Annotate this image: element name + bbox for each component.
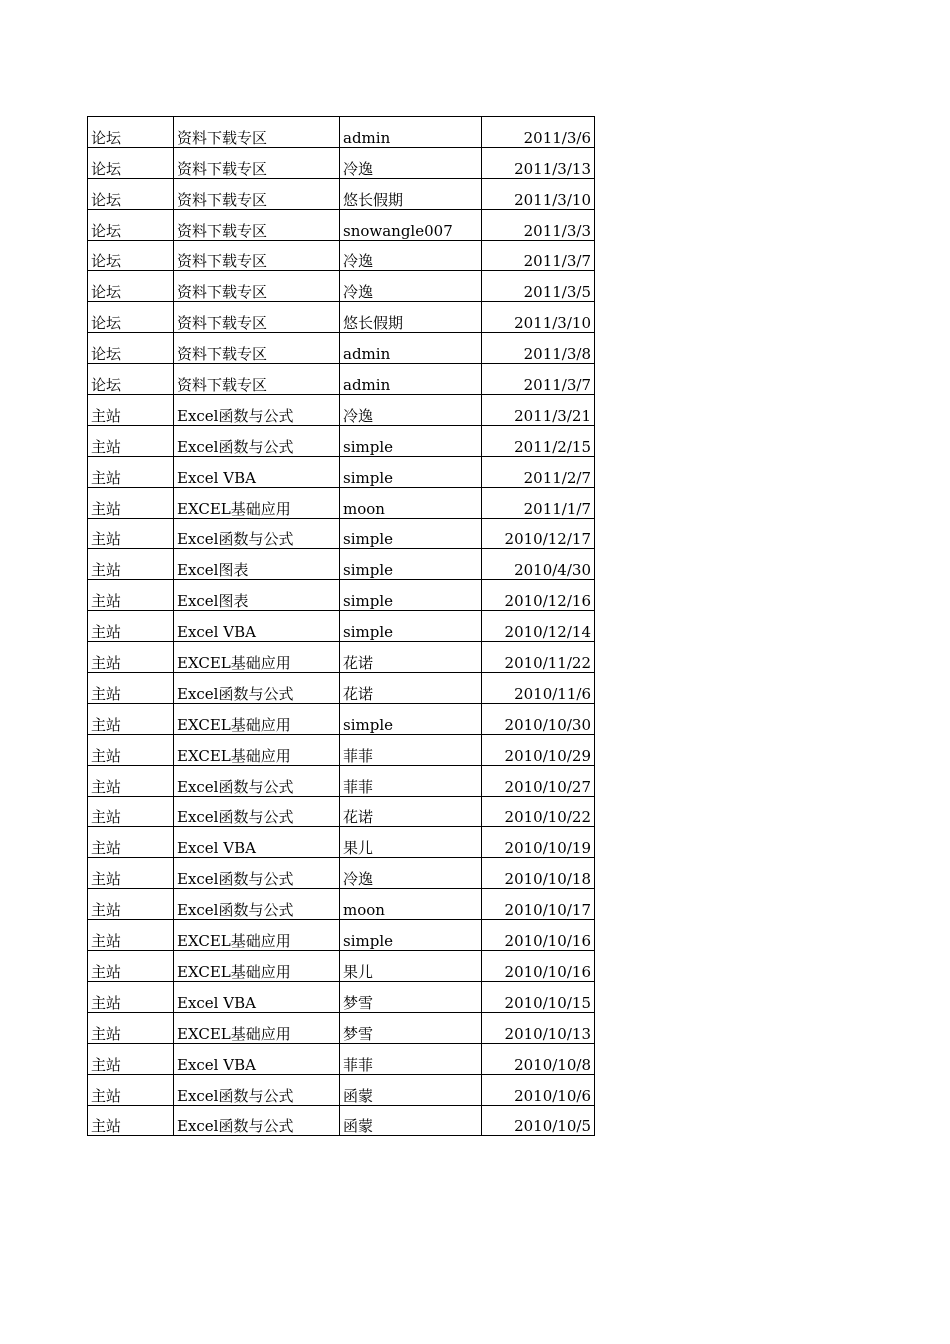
section-cell-text: 资料下载专区 bbox=[177, 345, 268, 364]
section-cell[interactable] bbox=[174, 395, 340, 426]
date-cell-text: 2010/10/19 bbox=[504, 839, 591, 858]
user-cell-text: simple bbox=[343, 437, 393, 456]
date-cell[interactable] bbox=[482, 425, 595, 456]
user-cell[interactable] bbox=[340, 827, 482, 858]
site-cell[interactable] bbox=[88, 796, 174, 827]
table-row bbox=[88, 858, 595, 889]
user-cell-text: 冷逸 bbox=[343, 406, 374, 425]
user-cell[interactable] bbox=[340, 117, 482, 148]
site-cell[interactable] bbox=[88, 703, 174, 734]
user-cell[interactable] bbox=[340, 981, 482, 1012]
table-row bbox=[88, 611, 595, 642]
site-cell[interactable] bbox=[88, 178, 174, 209]
section-cell-text: Excel函数与公式 bbox=[177, 901, 294, 920]
date-cell[interactable] bbox=[482, 240, 595, 271]
date-cell-text: 2010/10/17 bbox=[504, 901, 591, 920]
section-cell-text: 资料下载专区 bbox=[177, 314, 268, 333]
section-cell-text: 资料下载专区 bbox=[177, 159, 268, 178]
section-cell-text: 资料下载专区 bbox=[177, 252, 268, 271]
site-cell[interactable] bbox=[88, 302, 174, 333]
section-cell-text: EXCEL基础应用 bbox=[177, 746, 291, 765]
section-cell-text: Excel函数与公式 bbox=[177, 777, 294, 796]
site-cell[interactable] bbox=[88, 642, 174, 673]
table-row bbox=[88, 580, 595, 611]
section-cell-text: Excel函数与公式 bbox=[177, 684, 294, 703]
site-cell[interactable] bbox=[88, 765, 174, 796]
date-cell[interactable] bbox=[482, 117, 595, 148]
section-cell[interactable] bbox=[174, 673, 340, 704]
section-cell-text: Excel VBA bbox=[177, 993, 256, 1012]
user-cell-text: 菲菲 bbox=[343, 746, 374, 765]
user-cell[interactable] bbox=[340, 642, 482, 673]
table-row bbox=[88, 920, 595, 951]
site-cell[interactable] bbox=[88, 425, 174, 456]
date-cell[interactable] bbox=[482, 951, 595, 982]
user-cell[interactable] bbox=[340, 487, 482, 518]
site-cell[interactable] bbox=[88, 1043, 174, 1074]
section-cell-text: Excel VBA bbox=[177, 623, 256, 642]
date-cell[interactable] bbox=[482, 178, 595, 209]
user-cell[interactable] bbox=[340, 765, 482, 796]
site-cell-text: 主站 bbox=[91, 808, 122, 827]
site-cell-text: 主站 bbox=[91, 1024, 122, 1043]
date-cell-text: 2010/10/16 bbox=[504, 962, 591, 981]
user-cell[interactable] bbox=[340, 518, 482, 549]
user-cell-text: 函蒙 bbox=[343, 1086, 374, 1105]
user-cell[interactable] bbox=[340, 858, 482, 889]
date-cell[interactable] bbox=[482, 642, 595, 673]
table-row bbox=[88, 642, 595, 673]
section-cell-text: Excel图表 bbox=[177, 561, 249, 580]
date-cell[interactable] bbox=[482, 1043, 595, 1074]
user-cell-text: 果儿 bbox=[343, 962, 374, 981]
section-cell[interactable] bbox=[174, 487, 340, 518]
date-cell-text: 2010/10/29 bbox=[504, 746, 591, 765]
site-cell[interactable] bbox=[88, 117, 174, 148]
site-cell[interactable] bbox=[88, 858, 174, 889]
site-cell[interactable] bbox=[88, 395, 174, 426]
table-row bbox=[88, 827, 595, 858]
table-row bbox=[88, 302, 595, 333]
site-cell-text: 主站 bbox=[91, 592, 122, 611]
table-row bbox=[88, 364, 595, 395]
user-cell-text: 冷逸 bbox=[343, 283, 374, 302]
site-cell-text: 主站 bbox=[91, 406, 122, 425]
user-cell[interactable] bbox=[340, 302, 482, 333]
site-cell-text: 主站 bbox=[91, 468, 122, 487]
user-cell-text: 梦雪 bbox=[343, 1024, 374, 1043]
section-cell-text: Excel函数与公式 bbox=[177, 437, 294, 456]
site-cell-text: 主站 bbox=[91, 1117, 122, 1136]
table-row bbox=[88, 487, 595, 518]
site-cell[interactable] bbox=[88, 487, 174, 518]
date-cell[interactable] bbox=[482, 456, 595, 487]
site-cell-text: 主站 bbox=[91, 1086, 122, 1105]
table-row bbox=[88, 117, 595, 148]
section-cell-text: Excel VBA bbox=[177, 839, 256, 858]
site-cell[interactable] bbox=[88, 549, 174, 580]
table-row bbox=[88, 333, 595, 364]
date-cell[interactable] bbox=[482, 796, 595, 827]
section-cell[interactable] bbox=[174, 765, 340, 796]
site-cell[interactable] bbox=[88, 1105, 174, 1136]
table-row bbox=[88, 147, 595, 178]
site-cell-text: 主站 bbox=[91, 530, 122, 549]
section-cell-text: Excel函数与公式 bbox=[177, 1117, 294, 1136]
date-cell-text: 2010/11/6 bbox=[514, 684, 591, 703]
date-cell-text: 2011/2/7 bbox=[523, 468, 591, 487]
date-cell-text: 2010/10/13 bbox=[504, 1024, 591, 1043]
user-cell-text: 菲菲 bbox=[343, 1055, 374, 1074]
site-cell-text: 主站 bbox=[91, 684, 122, 703]
table-row bbox=[88, 734, 595, 765]
date-cell-text: 2010/10/5 bbox=[514, 1117, 591, 1136]
section-cell[interactable] bbox=[174, 920, 340, 951]
section-cell-text: 资料下载专区 bbox=[177, 190, 268, 209]
table-row bbox=[88, 1043, 595, 1074]
table-row bbox=[88, 673, 595, 704]
section-cell-text: 资料下载专区 bbox=[177, 221, 268, 240]
section-cell[interactable] bbox=[174, 1105, 340, 1136]
site-cell[interactable] bbox=[88, 209, 174, 240]
date-cell-text: 2011/3/7 bbox=[523, 376, 591, 395]
site-cell-text: 论坛 bbox=[91, 190, 122, 209]
date-cell-text: 2011/3/10 bbox=[514, 190, 591, 209]
user-cell[interactable] bbox=[340, 395, 482, 426]
user-cell[interactable] bbox=[340, 1105, 482, 1136]
table-body bbox=[88, 117, 595, 1136]
section-cell[interactable] bbox=[174, 518, 340, 549]
user-cell-text: 花诺 bbox=[343, 808, 374, 827]
site-cell-text: 主站 bbox=[91, 715, 122, 734]
table-row bbox=[88, 209, 595, 240]
site-cell-text: 论坛 bbox=[91, 221, 122, 240]
section-cell[interactable] bbox=[174, 117, 340, 148]
date-cell-text: 2010/10/15 bbox=[504, 993, 591, 1012]
site-cell[interactable] bbox=[88, 951, 174, 982]
site-cell[interactable] bbox=[88, 920, 174, 951]
date-cell-text: 2011/3/10 bbox=[514, 314, 591, 333]
date-cell[interactable] bbox=[482, 734, 595, 765]
date-cell[interactable] bbox=[482, 549, 595, 580]
section-cell-text: 资料下载专区 bbox=[177, 376, 268, 395]
table-row bbox=[88, 1074, 595, 1105]
date-cell-text: 2011/3/8 bbox=[523, 345, 591, 364]
section-cell[interactable] bbox=[174, 456, 340, 487]
table-row bbox=[88, 889, 595, 920]
date-cell[interactable] bbox=[482, 703, 595, 734]
section-cell[interactable] bbox=[174, 703, 340, 734]
site-cell-text: 论坛 bbox=[91, 376, 122, 395]
site-cell[interactable] bbox=[88, 147, 174, 178]
section-cell[interactable] bbox=[174, 611, 340, 642]
date-cell-text: 2010/10/18 bbox=[504, 870, 591, 889]
site-cell[interactable] bbox=[88, 364, 174, 395]
user-cell[interactable] bbox=[340, 456, 482, 487]
site-cell-text: 主站 bbox=[91, 746, 122, 765]
table-row bbox=[88, 518, 595, 549]
site-cell-text: 论坛 bbox=[91, 128, 122, 147]
date-cell[interactable] bbox=[482, 920, 595, 951]
section-cell-text: EXCEL基础应用 bbox=[177, 499, 291, 518]
date-cell[interactable] bbox=[482, 1074, 595, 1105]
date-cell-text: 2010/10/8 bbox=[514, 1055, 591, 1074]
date-cell-text: 2010/11/22 bbox=[504, 654, 591, 673]
site-cell[interactable] bbox=[88, 580, 174, 611]
section-cell[interactable] bbox=[174, 796, 340, 827]
section-cell[interactable] bbox=[174, 1043, 340, 1074]
user-cell[interactable] bbox=[340, 271, 482, 302]
user-cell[interactable] bbox=[340, 796, 482, 827]
user-cell-text: simple bbox=[343, 623, 393, 642]
site-cell-text: 论坛 bbox=[91, 283, 122, 302]
section-cell[interactable] bbox=[174, 425, 340, 456]
section-cell-text: Excel函数与公式 bbox=[177, 870, 294, 889]
section-cell[interactable] bbox=[174, 271, 340, 302]
user-cell[interactable] bbox=[340, 425, 482, 456]
site-cell-text: 主站 bbox=[91, 962, 122, 981]
site-cell-text: 主站 bbox=[91, 932, 122, 951]
user-cell[interactable] bbox=[340, 364, 482, 395]
date-cell-text: 2011/2/15 bbox=[514, 437, 591, 456]
table-row bbox=[88, 240, 595, 271]
user-cell[interactable] bbox=[340, 580, 482, 611]
date-cell-text: 2011/3/7 bbox=[523, 252, 591, 271]
user-cell[interactable] bbox=[340, 889, 482, 920]
user-cell-text: 函蒙 bbox=[343, 1117, 374, 1136]
site-cell-text: 论坛 bbox=[91, 252, 122, 271]
section-cell-text: EXCEL基础应用 bbox=[177, 1024, 291, 1043]
site-cell[interactable] bbox=[88, 981, 174, 1012]
section-cell-text: Excel VBA bbox=[177, 468, 256, 487]
site-cell[interactable] bbox=[88, 518, 174, 549]
user-cell-text: moon bbox=[343, 901, 385, 920]
date-cell[interactable] bbox=[482, 487, 595, 518]
user-cell-text: simple bbox=[343, 468, 393, 487]
site-cell-text: 主站 bbox=[91, 870, 122, 889]
table-row bbox=[88, 703, 595, 734]
table-row bbox=[88, 1105, 595, 1136]
site-cell[interactable] bbox=[88, 1074, 174, 1105]
site-cell-text: 主站 bbox=[91, 901, 122, 920]
user-cell-text: 菲菲 bbox=[343, 777, 374, 796]
user-cell[interactable] bbox=[340, 333, 482, 364]
site-cell[interactable] bbox=[88, 271, 174, 302]
date-cell[interactable] bbox=[482, 333, 595, 364]
date-cell-text: 2010/10/27 bbox=[504, 777, 591, 796]
table-row bbox=[88, 765, 595, 796]
table-row bbox=[88, 178, 595, 209]
table-row bbox=[88, 951, 595, 982]
site-cell-text: 主站 bbox=[91, 499, 122, 518]
user-cell-text: simple bbox=[343, 530, 393, 549]
section-cell[interactable] bbox=[174, 147, 340, 178]
site-cell[interactable] bbox=[88, 827, 174, 858]
section-cell-text: EXCEL基础应用 bbox=[177, 932, 291, 951]
section-cell[interactable] bbox=[174, 333, 340, 364]
user-cell-text: 果儿 bbox=[343, 839, 374, 858]
site-cell-text: 主站 bbox=[91, 777, 122, 796]
user-cell-text: 悠长假期 bbox=[343, 314, 404, 333]
user-cell-text: moon bbox=[343, 499, 385, 518]
site-cell-text: 主站 bbox=[91, 623, 122, 642]
section-cell-text: Excel函数与公式 bbox=[177, 406, 294, 425]
user-cell[interactable] bbox=[340, 1074, 482, 1105]
section-cell-text: EXCEL基础应用 bbox=[177, 962, 291, 981]
date-cell[interactable] bbox=[482, 271, 595, 302]
site-cell-text: 主站 bbox=[91, 1055, 122, 1074]
date-cell[interactable] bbox=[482, 147, 595, 178]
section-cell[interactable] bbox=[174, 240, 340, 271]
date-cell-text: 2010/4/30 bbox=[514, 561, 591, 580]
site-cell-text: 主站 bbox=[91, 654, 122, 673]
date-cell[interactable] bbox=[482, 580, 595, 611]
table-row bbox=[88, 395, 595, 426]
section-cell[interactable] bbox=[174, 642, 340, 673]
date-cell-text: 2010/10/6 bbox=[514, 1086, 591, 1105]
section-cell-text: Excel函数与公式 bbox=[177, 1086, 294, 1105]
data-table bbox=[87, 116, 595, 1136]
user-cell-text: 悠长假期 bbox=[343, 190, 404, 209]
date-cell[interactable] bbox=[482, 518, 595, 549]
date-cell-text: 2010/10/30 bbox=[504, 715, 591, 734]
user-cell[interactable] bbox=[340, 611, 482, 642]
date-cell[interactable] bbox=[482, 395, 595, 426]
site-cell[interactable] bbox=[88, 333, 174, 364]
user-cell[interactable] bbox=[340, 920, 482, 951]
section-cell-text: EXCEL基础应用 bbox=[177, 654, 291, 673]
date-cell-text: 2010/12/14 bbox=[504, 623, 591, 642]
section-cell[interactable] bbox=[174, 178, 340, 209]
user-cell-text: admin bbox=[343, 376, 391, 395]
user-cell[interactable] bbox=[340, 673, 482, 704]
site-cell[interactable] bbox=[88, 611, 174, 642]
section-cell[interactable] bbox=[174, 580, 340, 611]
site-cell[interactable] bbox=[88, 673, 174, 704]
date-cell-text: 2010/10/16 bbox=[504, 932, 591, 951]
section-cell[interactable] bbox=[174, 1074, 340, 1105]
table-row bbox=[88, 981, 595, 1012]
user-cell[interactable] bbox=[340, 178, 482, 209]
section-cell[interactable] bbox=[174, 364, 340, 395]
site-cell[interactable] bbox=[88, 456, 174, 487]
section-cell[interactable] bbox=[174, 889, 340, 920]
site-cell-text: 主站 bbox=[91, 561, 122, 580]
date-cell[interactable] bbox=[482, 1105, 595, 1136]
section-cell[interactable] bbox=[174, 951, 340, 982]
user-cell[interactable] bbox=[340, 1012, 482, 1043]
user-cell-text: 冷逸 bbox=[343, 159, 374, 178]
user-cell-text: snowangle007 bbox=[343, 221, 453, 240]
user-cell-text: simple bbox=[343, 715, 393, 734]
site-cell[interactable] bbox=[88, 240, 174, 271]
table-row bbox=[88, 1012, 595, 1043]
section-cell-text: Excel图表 bbox=[177, 592, 249, 611]
user-cell[interactable] bbox=[340, 1043, 482, 1074]
site-cell-text: 主站 bbox=[91, 437, 122, 456]
user-cell-text: simple bbox=[343, 932, 393, 951]
date-cell-text: 2011/3/6 bbox=[523, 128, 591, 147]
site-cell[interactable] bbox=[88, 734, 174, 765]
section-cell[interactable] bbox=[174, 1012, 340, 1043]
date-cell[interactable] bbox=[482, 611, 595, 642]
section-cell[interactable] bbox=[174, 981, 340, 1012]
user-cell[interactable] bbox=[340, 549, 482, 580]
section-cell-text: Excel VBA bbox=[177, 1055, 256, 1074]
date-cell[interactable] bbox=[482, 765, 595, 796]
date-cell-text: 2011/3/13 bbox=[514, 159, 591, 178]
date-cell[interactable] bbox=[482, 981, 595, 1012]
date-cell[interactable] bbox=[482, 1012, 595, 1043]
user-cell[interactable] bbox=[340, 147, 482, 178]
site-cell-text: 主站 bbox=[91, 993, 122, 1012]
date-cell[interactable] bbox=[482, 889, 595, 920]
user-cell-text: 花诺 bbox=[343, 654, 374, 673]
date-cell[interactable] bbox=[482, 673, 595, 704]
section-cell-text: 资料下载专区 bbox=[177, 283, 268, 302]
date-cell[interactable] bbox=[482, 364, 595, 395]
site-cell-text: 论坛 bbox=[91, 345, 122, 364]
section-cell-text: Excel函数与公式 bbox=[177, 530, 294, 549]
section-cell[interactable] bbox=[174, 302, 340, 333]
user-cell[interactable] bbox=[340, 240, 482, 271]
date-cell-text: 2011/1/7 bbox=[523, 499, 591, 518]
site-cell-text: 论坛 bbox=[91, 159, 122, 178]
date-cell-text: 2010/12/17 bbox=[504, 530, 591, 549]
user-cell-text: 冷逸 bbox=[343, 870, 374, 889]
section-cell-text: EXCEL基础应用 bbox=[177, 715, 291, 734]
site-cell[interactable] bbox=[88, 1012, 174, 1043]
table-row bbox=[88, 549, 595, 580]
table-row bbox=[88, 271, 595, 302]
date-cell[interactable] bbox=[482, 302, 595, 333]
user-cell-text: admin bbox=[343, 128, 391, 147]
section-cell[interactable] bbox=[174, 734, 340, 765]
date-cell-text: 2011/3/5 bbox=[523, 283, 591, 302]
date-cell-text: 2010/12/16 bbox=[504, 592, 591, 611]
user-cell[interactable] bbox=[340, 209, 482, 240]
table-row bbox=[88, 425, 595, 456]
date-cell[interactable] bbox=[482, 827, 595, 858]
date-cell[interactable] bbox=[482, 858, 595, 889]
user-cell[interactable] bbox=[340, 951, 482, 982]
date-cell[interactable] bbox=[482, 209, 595, 240]
user-cell-text: simple bbox=[343, 592, 393, 611]
section-cell[interactable] bbox=[174, 209, 340, 240]
user-cell-text: admin bbox=[343, 345, 391, 364]
user-cell-text: 冷逸 bbox=[343, 252, 374, 271]
section-cell-text: Excel函数与公式 bbox=[177, 808, 294, 827]
site-cell-text: 主站 bbox=[91, 839, 122, 858]
user-cell-text: simple bbox=[343, 561, 393, 580]
date-cell-text: 2010/10/22 bbox=[504, 808, 591, 827]
section-cell[interactable] bbox=[174, 549, 340, 580]
user-cell[interactable] bbox=[340, 703, 482, 734]
section-cell[interactable] bbox=[174, 827, 340, 858]
site-cell-text: 论坛 bbox=[91, 314, 122, 333]
date-cell-text: 2011/3/3 bbox=[523, 221, 591, 240]
table-row bbox=[88, 456, 595, 487]
section-cell-text: 资料下载专区 bbox=[177, 128, 268, 147]
date-cell-text: 2011/3/21 bbox=[514, 406, 591, 425]
table-row bbox=[88, 796, 595, 827]
user-cell[interactable] bbox=[340, 734, 482, 765]
user-cell-text: 花诺 bbox=[343, 684, 374, 703]
user-cell-text: 梦雪 bbox=[343, 993, 374, 1012]
site-cell[interactable] bbox=[88, 889, 174, 920]
section-cell[interactable] bbox=[174, 858, 340, 889]
